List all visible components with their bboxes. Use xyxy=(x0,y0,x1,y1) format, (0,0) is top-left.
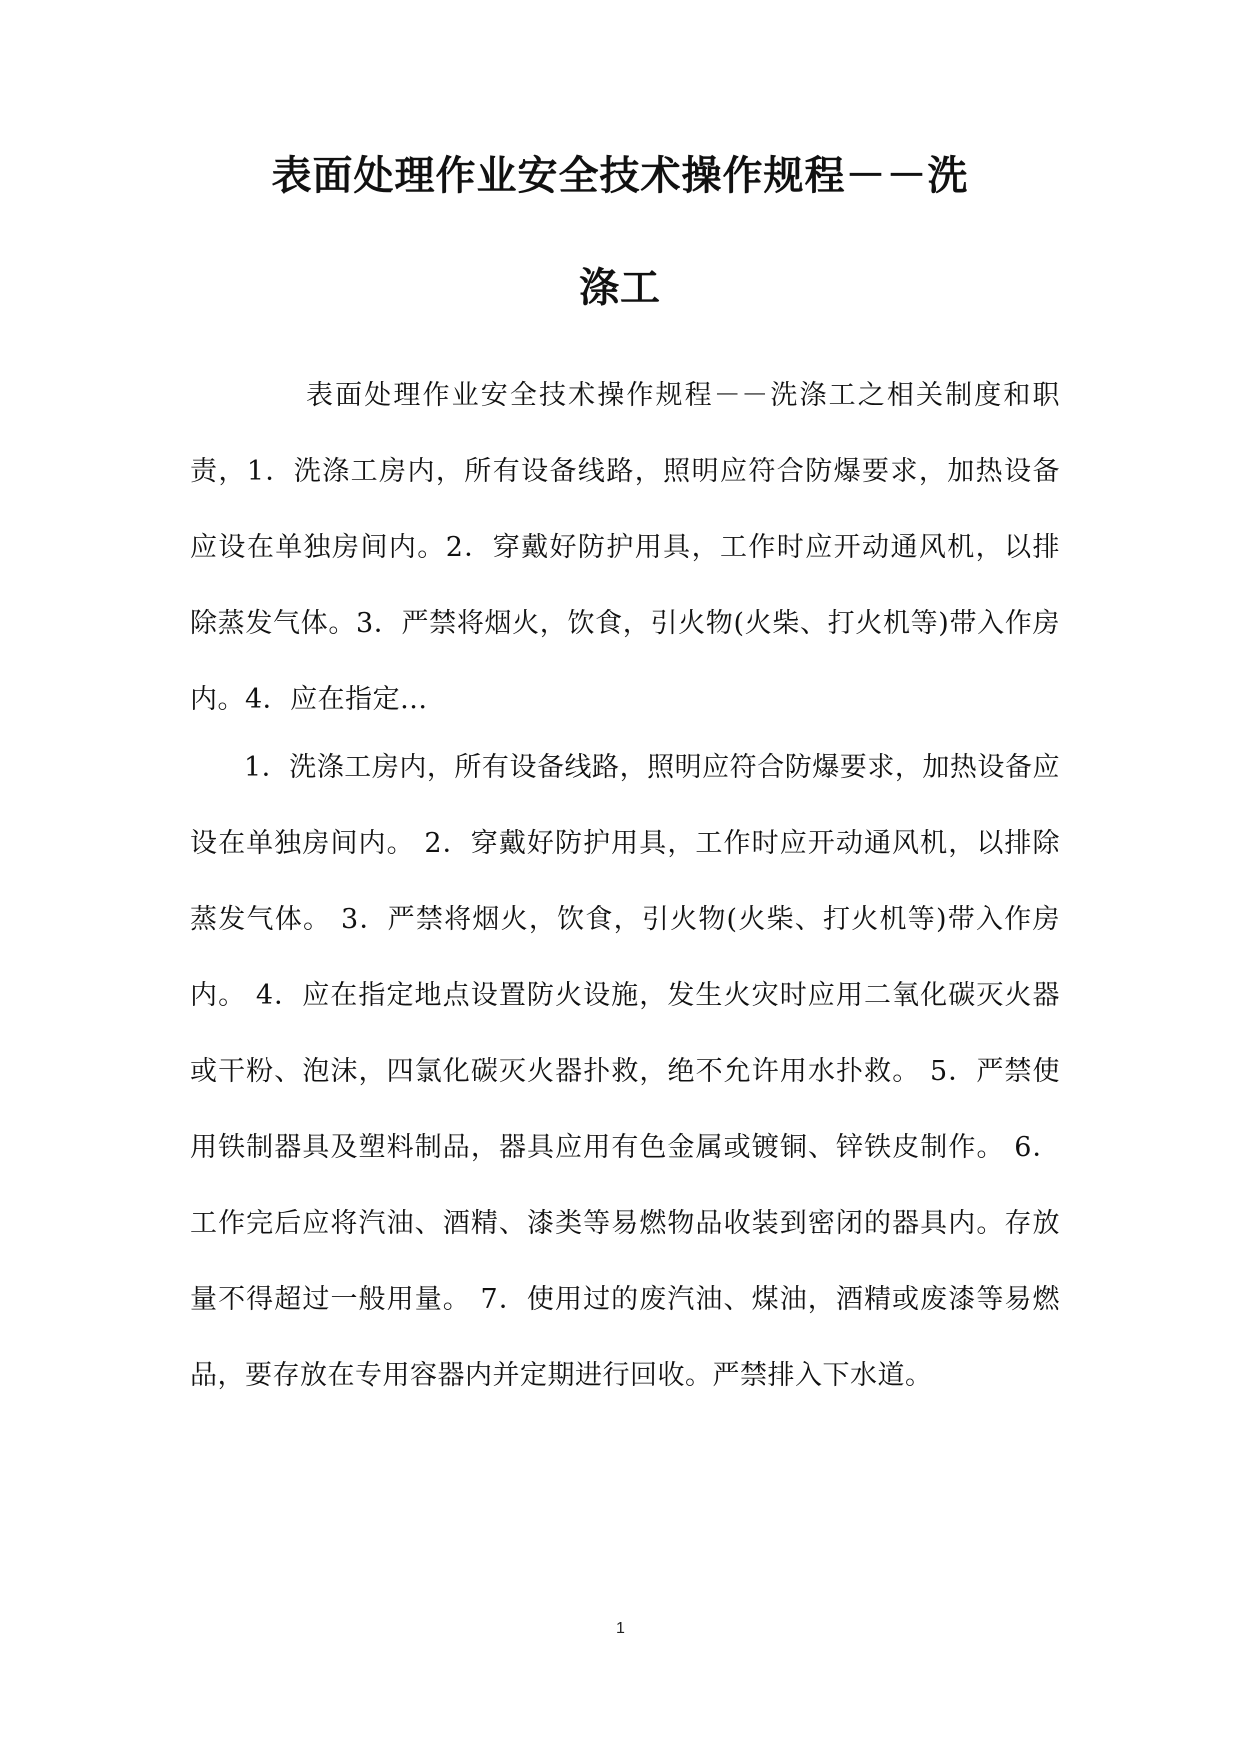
summary-paragraph: 表面处理作业安全技术操作规程－－洗涤工之相关制度和职责，1．洗涤工房内，所有设备线路，照明应符合防爆要求，加热设备应设在单独房间内。2．穿戴好防护用具，工作时应开动通风机，以排除蒸发气体。3．严禁将烟火，饮食，引火物(火柴、打火机等)带入作房内。4．应在指定... xyxy=(190,380,1060,715)
page-number: 1 xyxy=(616,1620,625,1637)
document-title-line-1: 表面处理作业安全技术操作规程－－洗 xyxy=(271,153,969,199)
document-title-line-2: 涤工 xyxy=(579,265,661,311)
body-paragraph: 1．洗涤工房内，所有设备线路，照明应符合防爆要求，加热设备应设在单独房间内。 2．穿戴好防护用具，工作时应开动通风机，以排除蒸发气体。 3．严禁将烟火，饮食，引火物(火柴、打火机等)带入作房内。 4．应在指定地点设置防火设施，发生火灾时应用二氧化碳灭火器或干粉、泡沫，四氯化碳灭火器扑救，绝不允许用水扑救。 5．严禁使用铁制器具及塑料制品，器具应用有色金属或镀铜、锌铁皮制作。 6．工作完后应将汽油、酒精、漆类等易燃物品收装到密闭的器具内。存放量不得超过一般用量。 7．使用过的废汽油、煤油，酒精或废漆等易燃品，要存放在专用容器内并定期进行回收。严禁排入下水道。 xyxy=(190,752,1060,1391)
